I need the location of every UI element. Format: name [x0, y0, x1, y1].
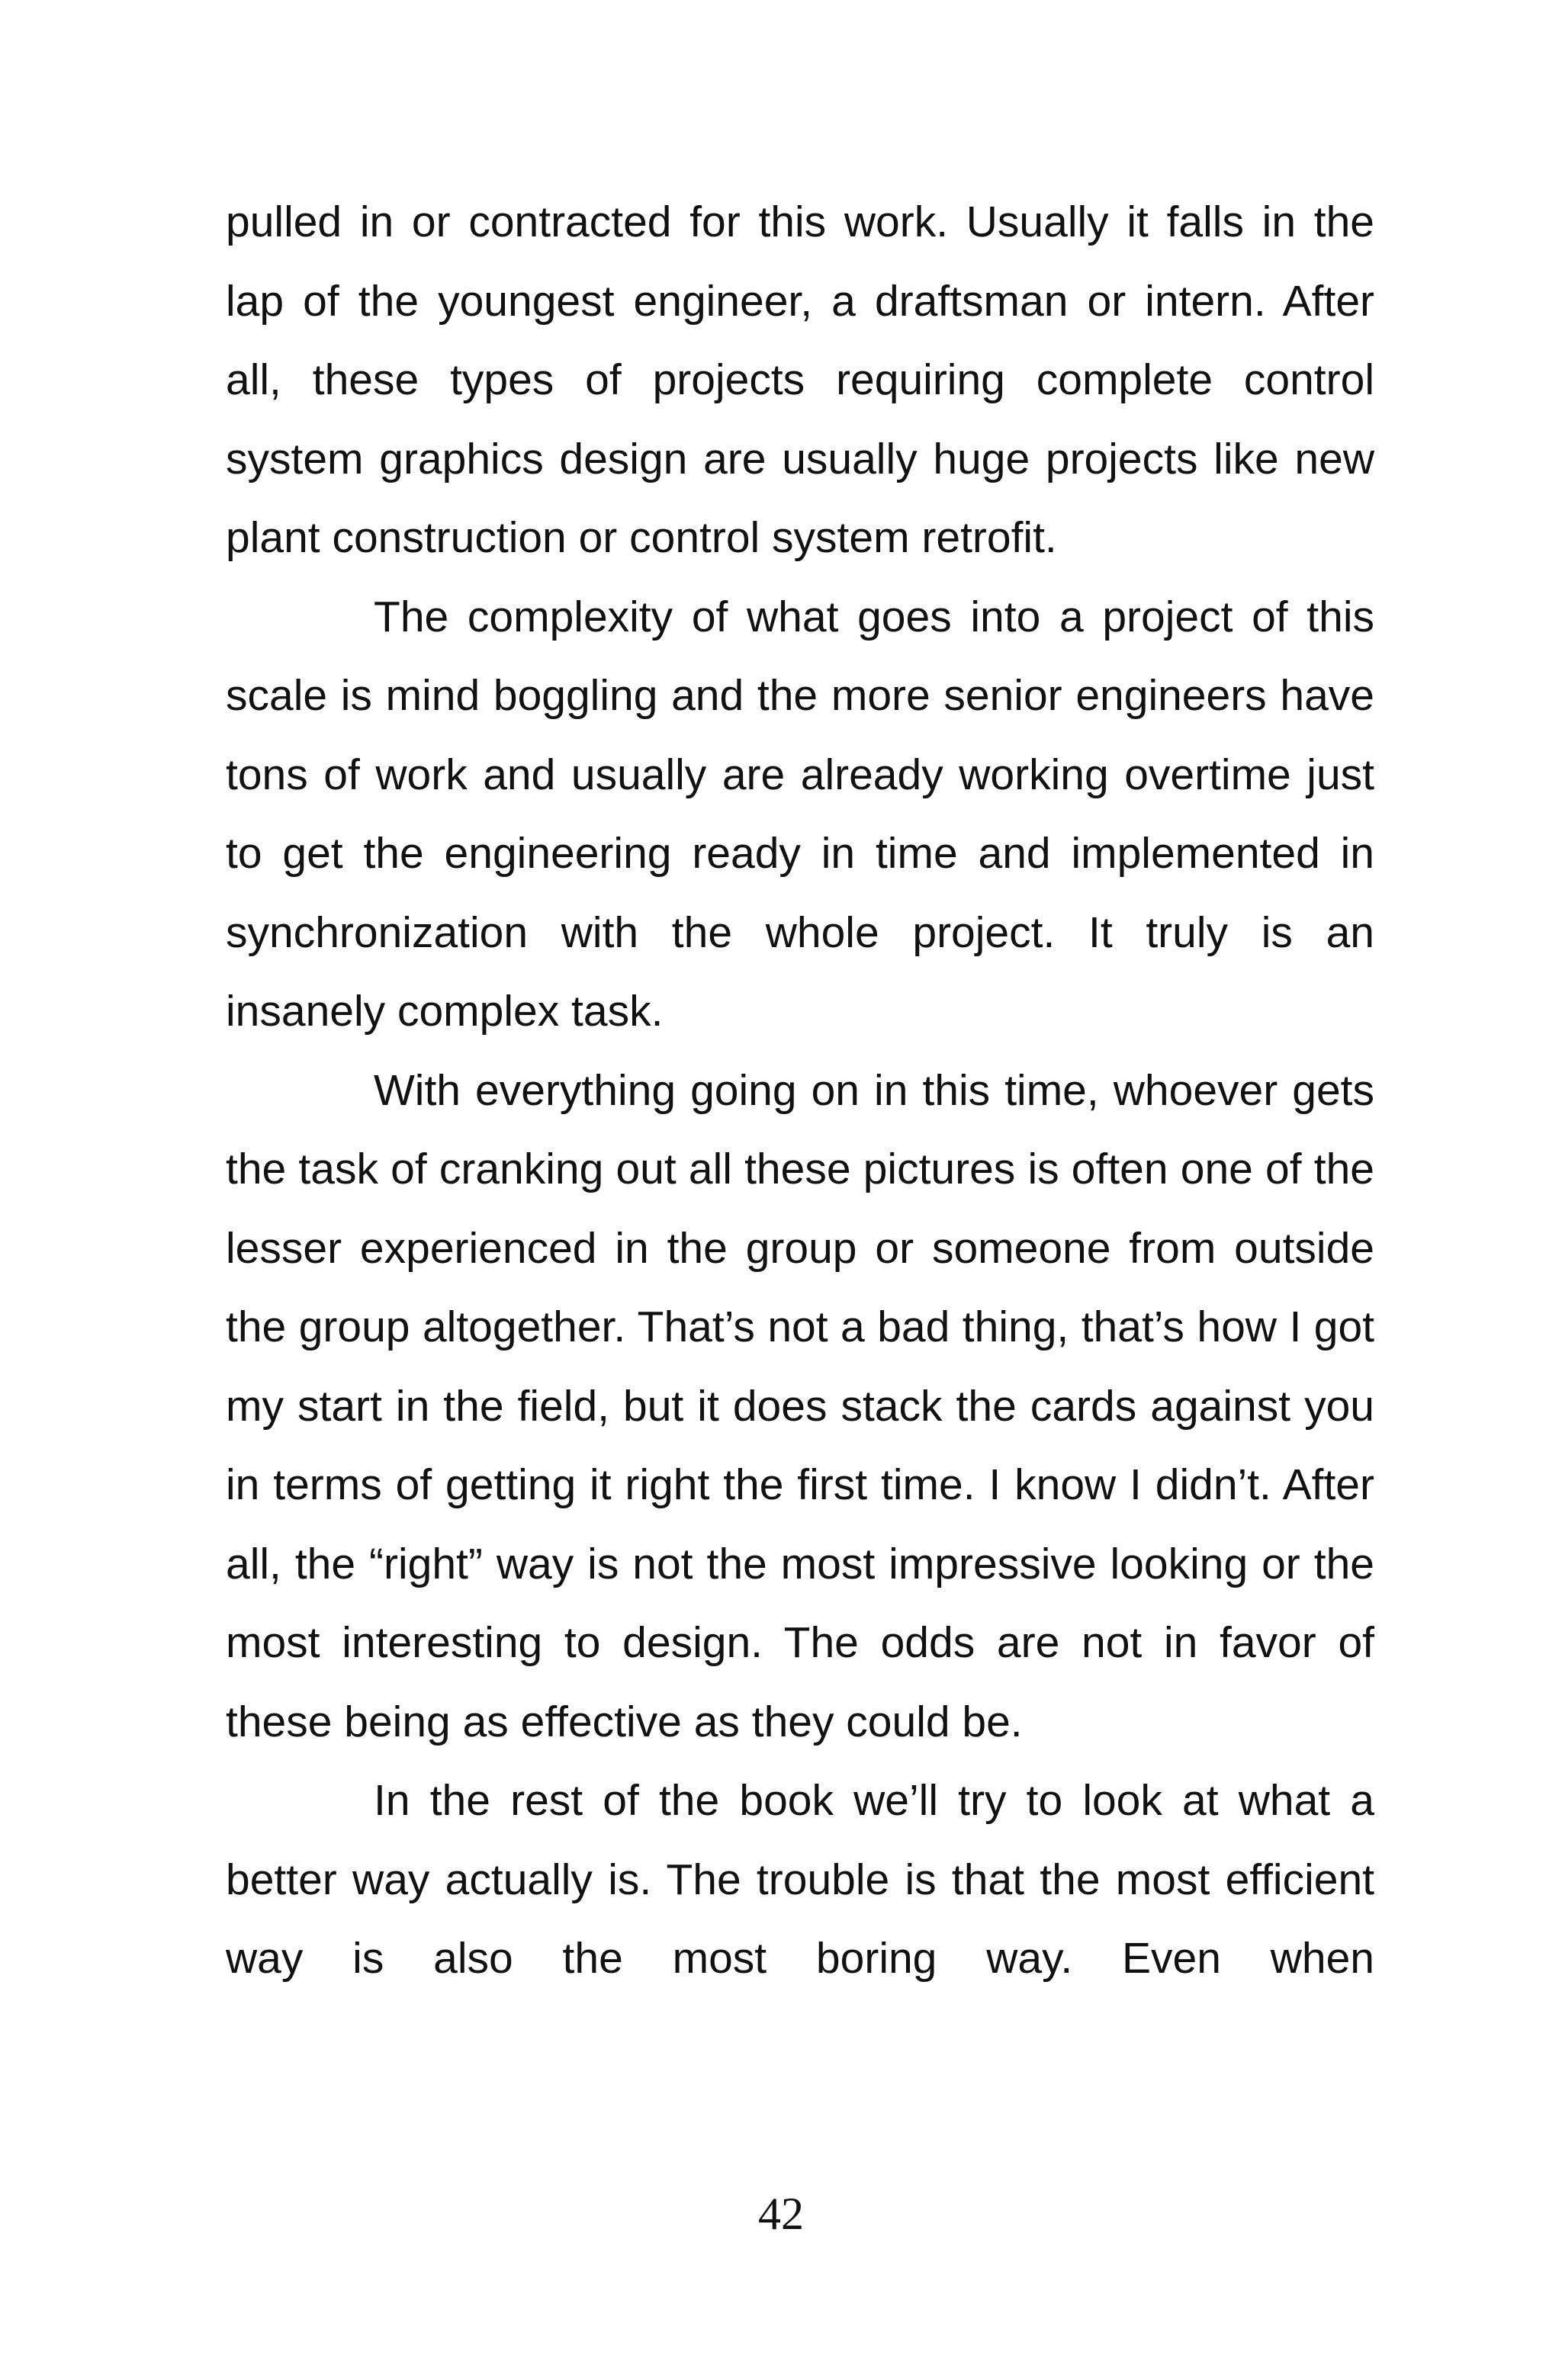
paragraph-2: The complexity of what goes into a project of this scale is mind boggling and the more senior engineers have tons of work and usually are already working overtime just to get the engineering ready in time and implemented in synchronization with the whole project. It truly is an insanely complex task. [226, 592, 1374, 1036]
page-number: 42 [758, 2189, 804, 2239]
paragraph-3: With everything going on in this time, whoever gets the task of cranking out all these pictures is often one of the lesser experienced in the group or someone from outside the group altogether. That’s not a bad thing, that’s how I got my start in the field, but it does stack the cards against you in terms of getting it right the first time. I know I didn’t. After all, the “right” way is not the most impressive looking or the most interesting to design. The odds are not in favor of these being as effective as they could be. [226, 1065, 1374, 1746]
body-text [226, 183, 1374, 1999]
paragraph-1: pulled in or contracted for this work. Usually it falls in the lap of the youngest engineer, a draftsman or intern. After all, these types of projects requiring complete control system graphics design are usually huge projects like new plant construction or control system retrofit. [226, 198, 1374, 562]
paragraph-4: In the rest of the book we’ll try to look at what a better way actually is. The trouble is that the most efficient way is also the most boring way. Even when [226, 1776, 1374, 1983]
